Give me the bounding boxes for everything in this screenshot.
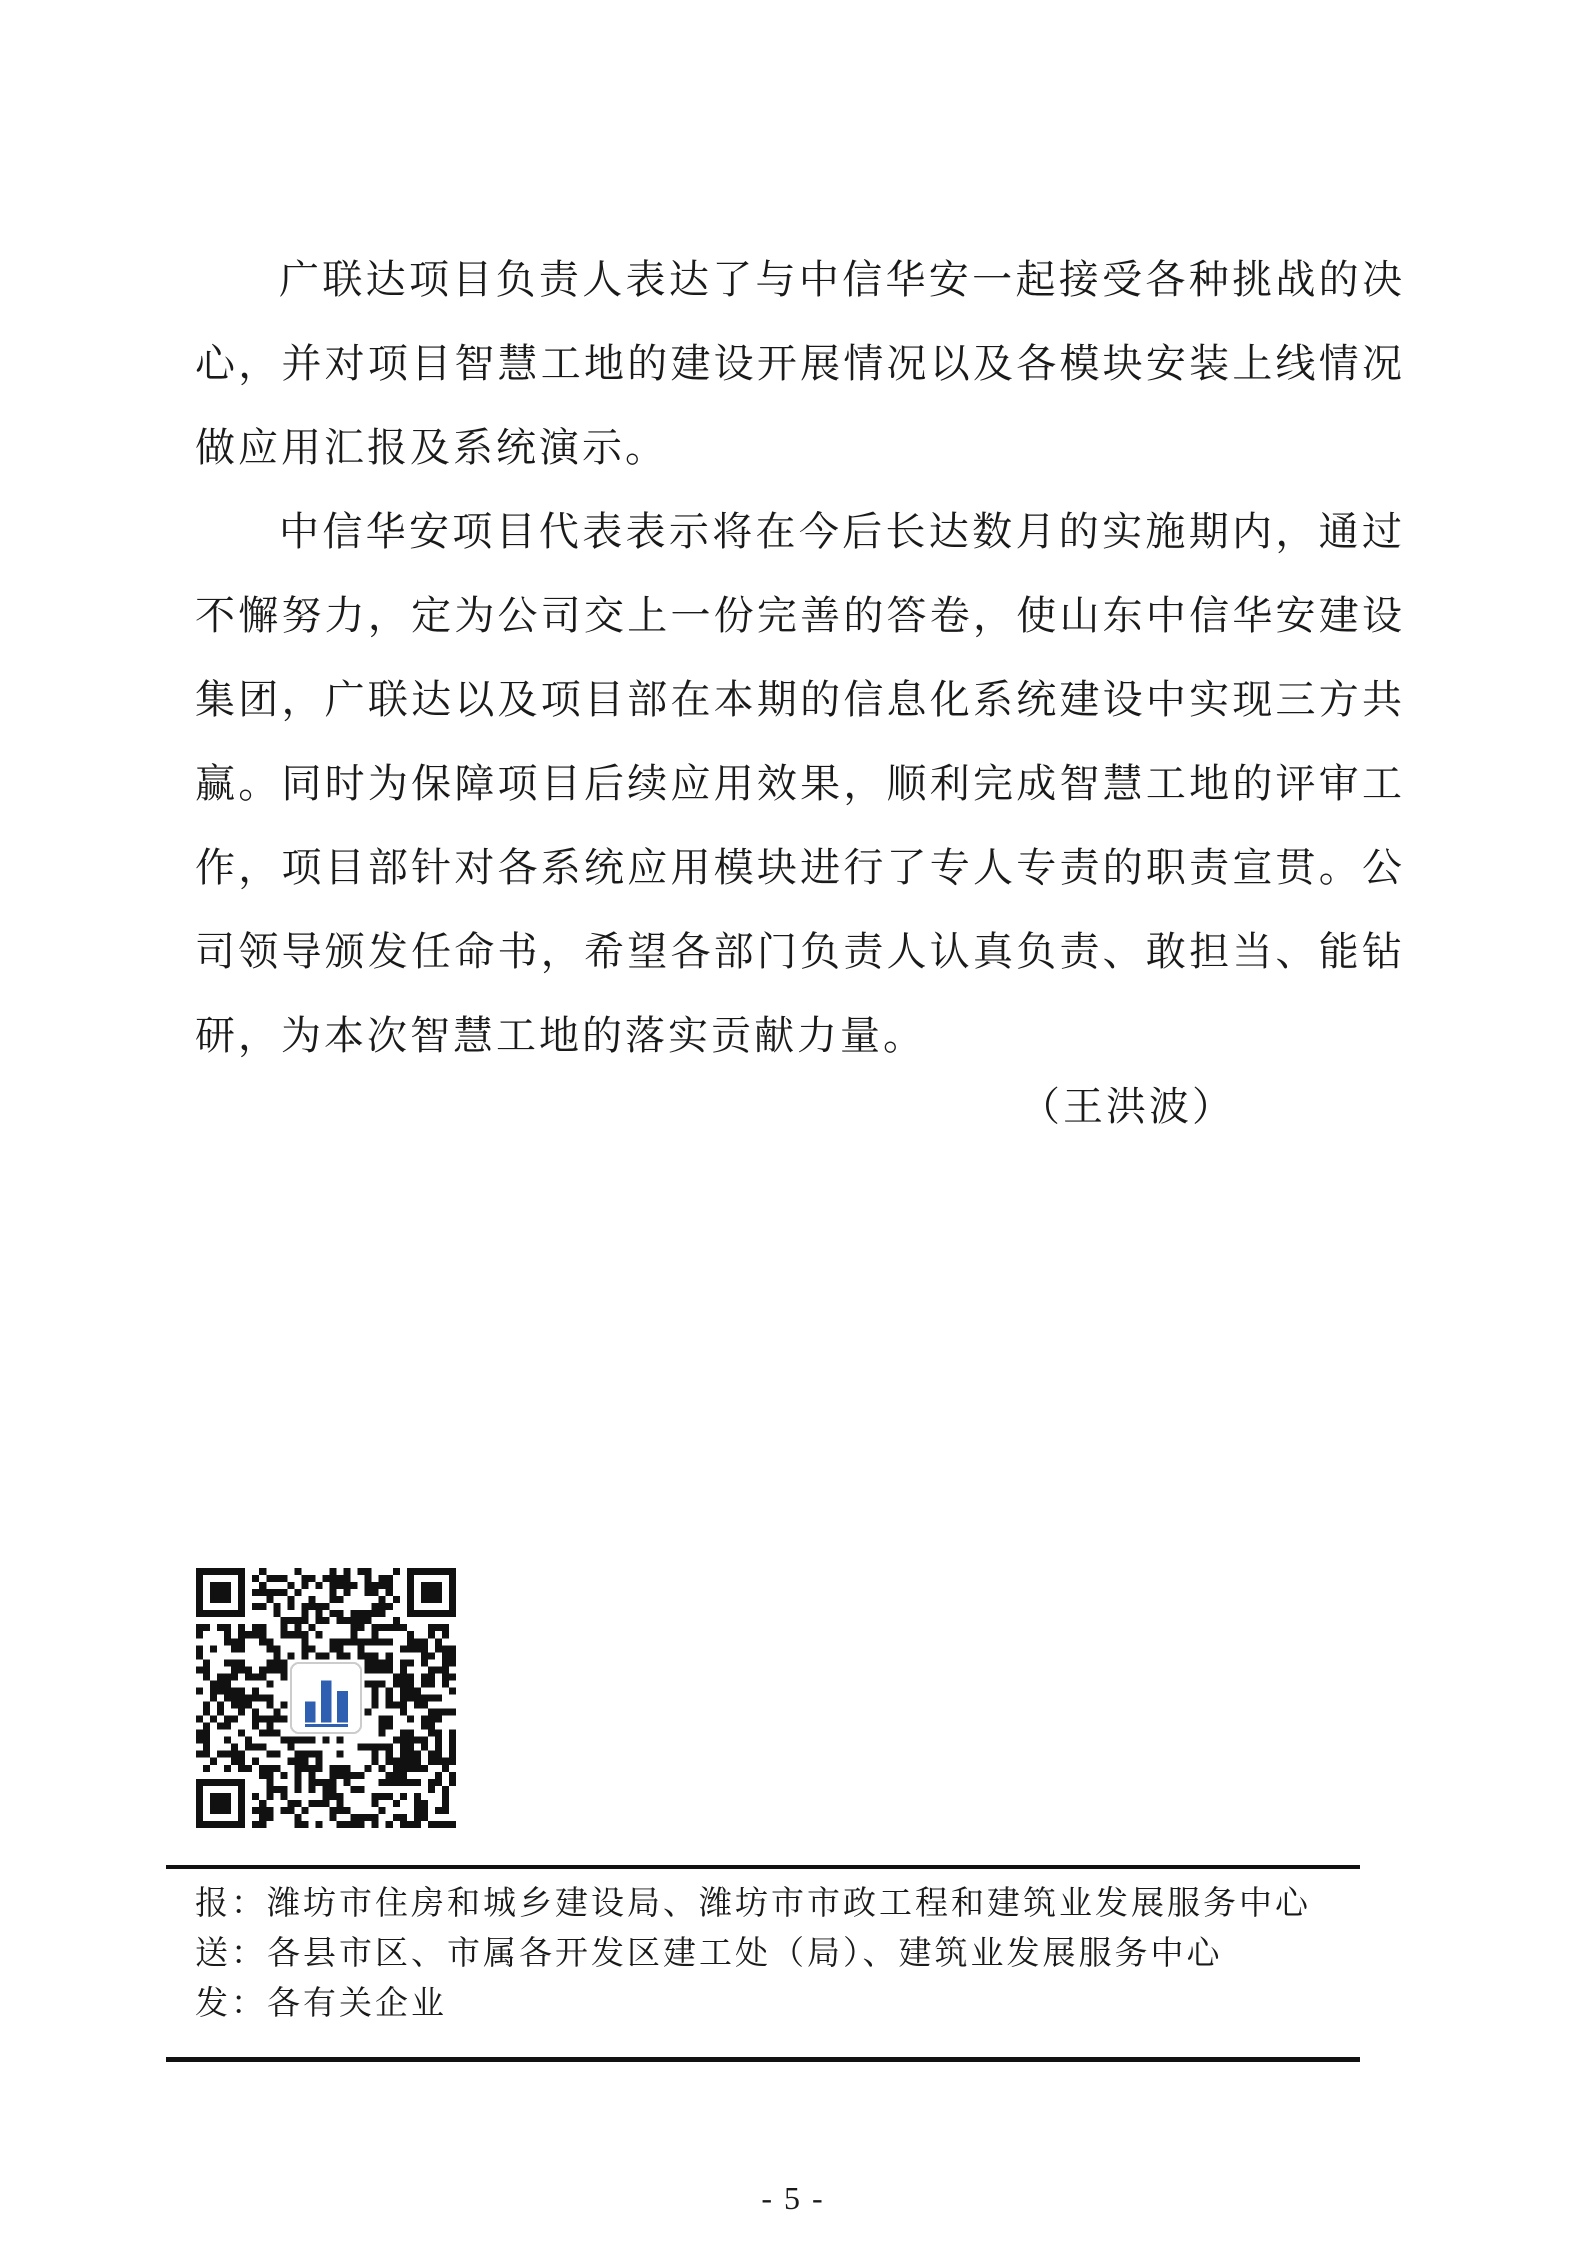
distribution-issue-to: 发：各有关企业	[195, 1983, 447, 2022]
divider-top	[166, 1865, 1360, 1869]
paragraph-1: 广联达项目负责人表达了与中信华安一起接受各种挑战的决心，并对项目智慧工地的建设开展情况以及各模块安装上线情况做应用汇报及系统演示。	[195, 257, 1405, 471]
author-signature: （王洪波）	[1020, 1084, 1235, 1130]
distribution-report-to: 报：潍坊市住房和城乡建设局、潍坊市市政工程和建筑业发展服务中心	[195, 1883, 1311, 1922]
distribution-send-to: 送：各县市区、市属各开发区建工处（局）、建筑业发展服务中心	[195, 1933, 1223, 1972]
page-number: - 5 -	[761, 2180, 825, 2216]
qr-code-icon	[196, 1568, 456, 1828]
divider-bottom	[166, 2057, 1360, 2062]
paragraph-2: 中信华安项目代表表示将在今后长达数月的实施期内，通过不懈努力，定为公司交上一份完善的答卷，使山东中信华安建设集团，广联达以及项目部在本期的信息化系统建设中实现三方共赢。同时为保障项目后续应用效果，顺利完成智慧工地的评审工作，项目部针对各系统应用模块进行了专人专责的职责宣贯。公司领导颁发任命书，希望各部门负责人认真负责、敢担当、能钻研，为本次智慧工地的落实贡献力量。	[195, 509, 1405, 1059]
